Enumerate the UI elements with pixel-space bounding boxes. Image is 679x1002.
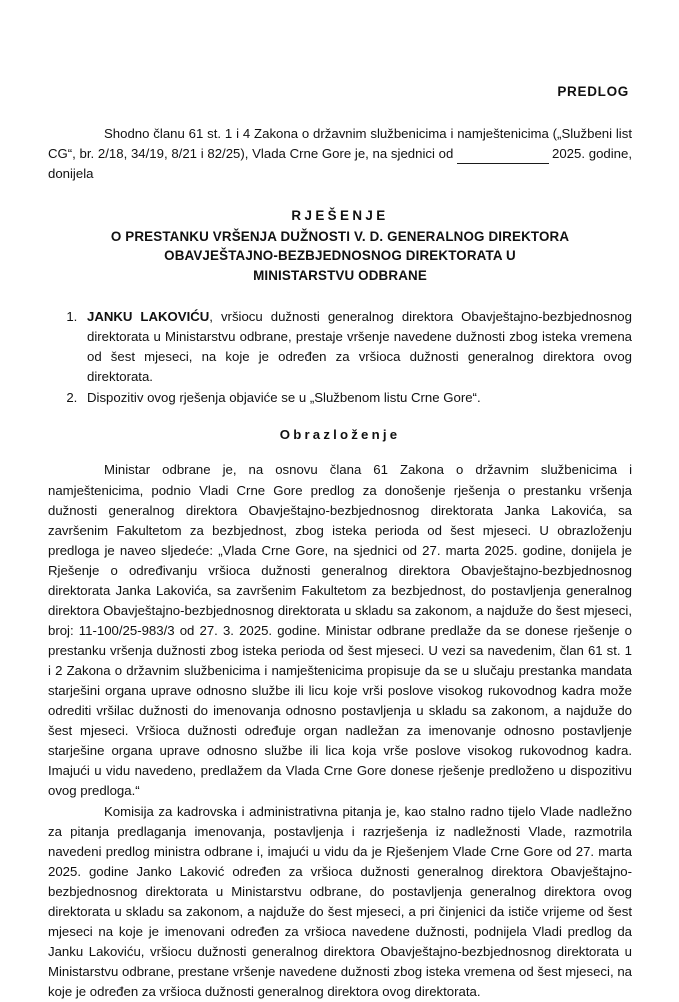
document-type-label: PREDLOG (48, 0, 632, 100)
decision-list (48, 307, 632, 408)
list-item (81, 388, 632, 408)
explanation-body (48, 460, 632, 1002)
date-blank-field[interactable] (457, 152, 549, 164)
explanation-heading: Obrazloženje (48, 427, 632, 442)
emphasized-name: JANKU LAKOVIĆU (87, 309, 209, 324)
explanation-paragraph: Ministar odbrane je, na osnovu člana 61 Zakona o državnim službenicima i namještenicima, podnio Vladi Crne Gore predlog za donošenje rješenja o prestanku vršenja dužnosti generalnog direktora Obavještajno-bezbjednosnog direktorata Janka Lakovića, sa završenim Fakultetom za bezbjednost, zbog isteka perioda od šest mjeseci. U obrazloženju predloga je naveo sljedeće: „Vlada Crne Gore, na sjednici od 27. marta 2025. godine, donijela je Rješenje o određivanju vršioca dužnosti generalnog direktora Obavještajno-bezbjednosnog direktorata Janka Lakovića, sa završenim Fakultetom za bezbjednost, do postavljenja generalnog direktora Obavještajno-bezbjednosnog direktorata u skladu sa zakonom, a najduže do šest mjeseci, broj: 11-100/25-983/3 od 27. 3. 2025. godine. Ministar odbrane predlaže da se donese rješenje o prestanku vršenja dužnosti zbog isteka perioda od šest mjeseci. U vezi sa navedenim, član 61 st. 1 i 2 Zakona o državnim službenicima i namještenicima propisuje da se u slučaju prestanka mandata starješini organa uprave odnosno službe ili licu koje vrši poslove visokog rukovodnog kadra može odrediti vršilac dužnosti do imenovanja odnosno postavljenja u skladu sa zakonom, a najduže do šest mjeseci. Vršioca dužnosti određuje organ nadležan za imenovanje odnosno postavljenje starješine organa uprave odnosno službe ili lica koja vrše poslove visokog rukovodnog kadra. Imajući u vidu navedeno, predlažem da Vlada Crne Gore donese rješenje predloženo u dispozitivu ovog predloga.“ (48, 460, 632, 801)
list-item-text: Dispozitiv ovog rješenja objaviće se u „Službenom listu Crne Gore“. (87, 390, 481, 405)
list-item (81, 307, 632, 387)
intro-text: Shodno članu 61 st. 1 i 4 Zakona o državnim službenicima i namještenicima („Službeni list CG“, br. 2/18, 34/19, 8/21 i 82/25), Vlada Crne Gore je, na sjednici od (48, 126, 632, 161)
decision-title-block (48, 206, 632, 285)
intro-paragraph (48, 124, 632, 184)
decision-title-main: RJEŠENJE (48, 206, 632, 225)
decision-title-line-1: O PRESTANKU VRŠENJA DUŽNOSTI V. D. GENERALNOG DIREKTORA (48, 227, 632, 246)
decision-title-line-3: MINISTARSTVU ODBRANE (48, 266, 632, 285)
decision-title-line-2: OBAVJEŠTAJNO-BEZBJEDNOSNOG DIREKTORATA U (48, 246, 632, 265)
explanation-paragraph: Komisija za kadrovska i administrativna pitanja je, kao stalno radno tijelo Vlade nadležno za pitanja predlaganja imenovanja, postavljenja i razrješenja iz nadležnosti Vlade, razmotrila navedeni predlog ministra odbrane i, imajući u vidu da je Rješenjem Vlade Crne Gore od 27. marta 2025. godine Janko Laković određen za vršioca dužnosti generalnog direktora Obavještajno-bezbjednosnog direktorata u Ministarstvu odbrane, do postavljenja generalnog direktora ovog direktorata u skladu sa zakonom, a najduže do šest mjeseci, a pri činjenici da ističe vrijeme od šest mjeseci na koje je imenovani određen za vršioca navedene dužnosti, podnijela Vladi predlog da Janku Lakoviću, vršiocu dužnosti generalnog direktora Obavještajno-bezbjednosnog direktorata u Ministarstvu odbrane, prestane vršenje navedene dužnosti zbog isteka vremena od šest mjeseci, na koje je određen za vršioca dužnosti generalnog direktora ovog direktorata. (48, 802, 632, 1002)
list-item-text: , vršiocu dužnosti generalnog direktora Obavještajno-bezbjednosnog direktorata u Ministarstvu odbrane, prestaje vršenje navedene dužnosti zbog isteka vremena od šest mjeseci, na koje je određen za vršioca dužnosti generalnog direktora ovog direktorata. (87, 309, 632, 384)
intro-text-end: 2025. godine, donijela (48, 146, 632, 181)
